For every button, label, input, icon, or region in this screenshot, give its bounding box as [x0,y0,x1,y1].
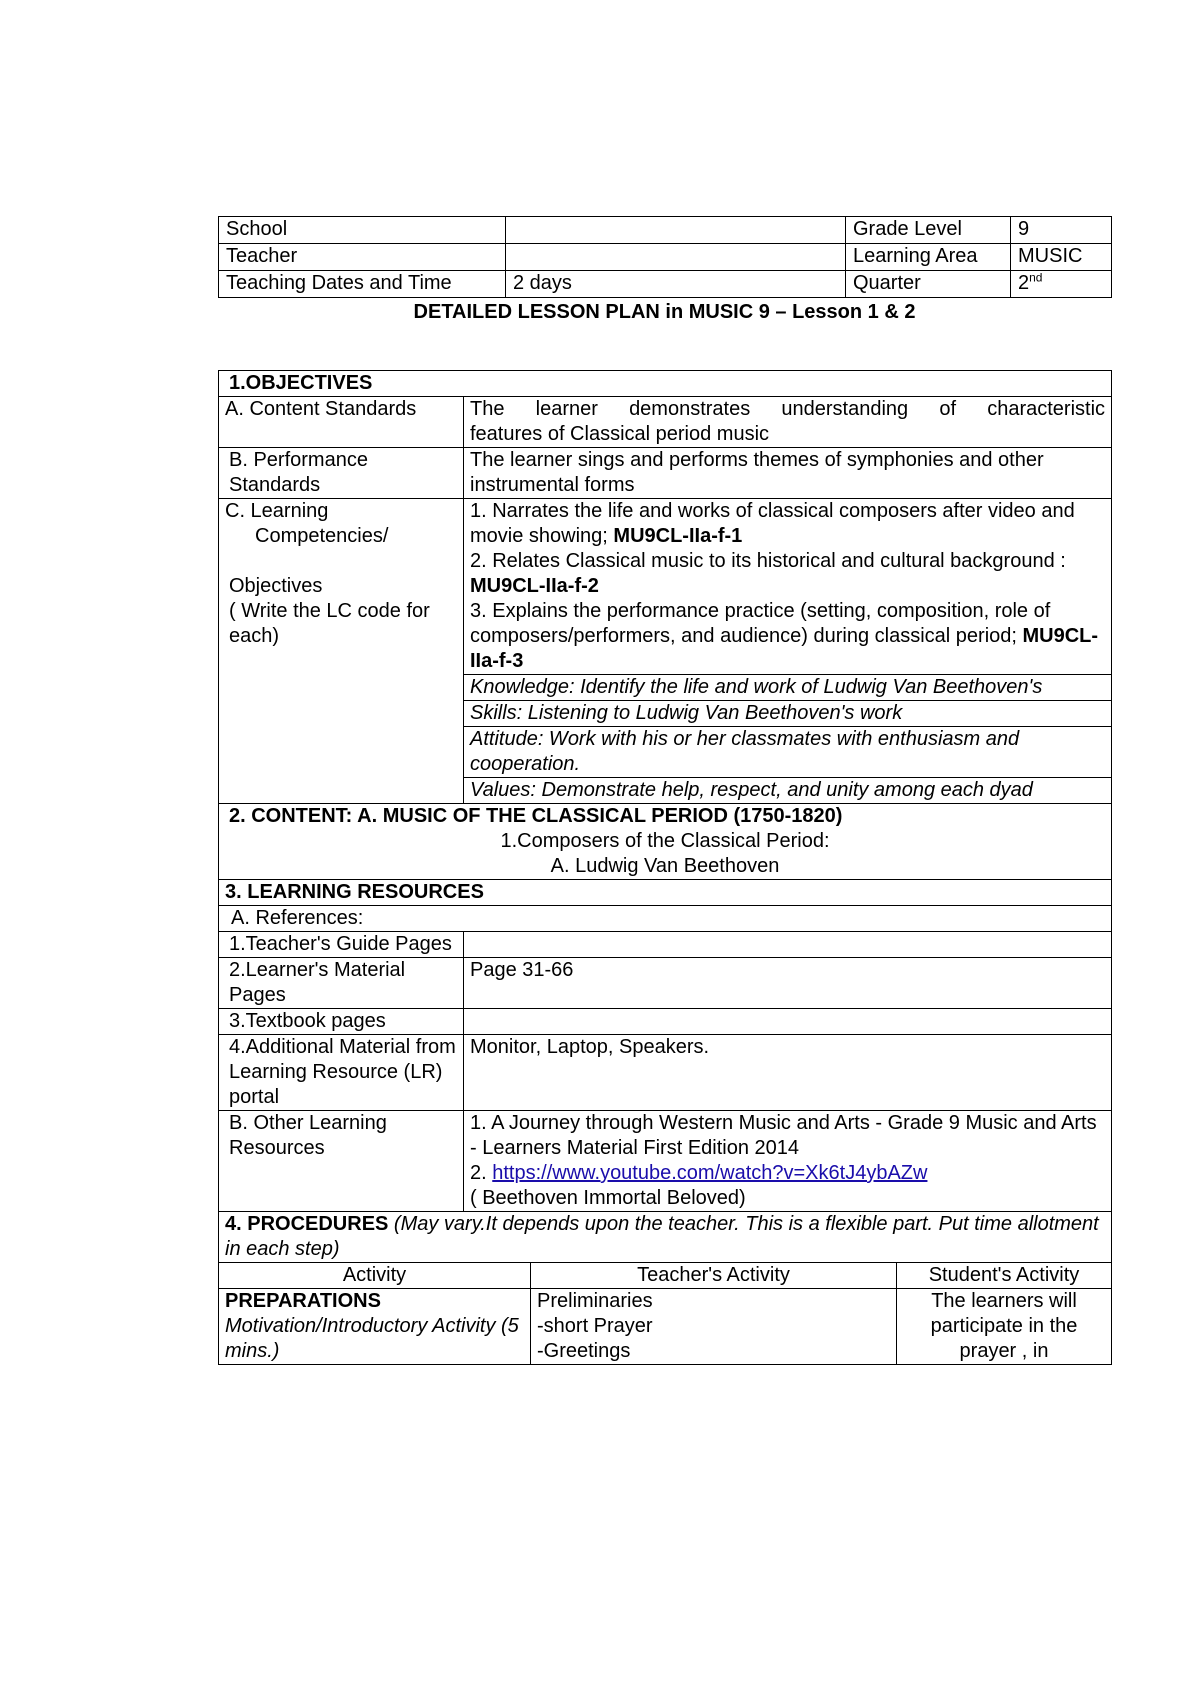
school-value [506,217,846,244]
quarter-suffix: nd [1029,270,1043,285]
other-resource-2 [470,1161,1105,1186]
other-resources-row [219,1111,1112,1212]
additional-material-value: Monitor, Laptop, Speakers. [464,1035,1112,1111]
procedures-heading-row [219,1212,1112,1263]
other-resources-value [464,1111,1112,1212]
additional-material-label: 4.Additional Material from Learning Resource (LR) portal [219,1035,464,1111]
competency-3-text: 3. Explains the performance practice (setting, composition, role of composers/performers, and audience) during classical period; [470,600,1051,647]
resources-heading-row [219,880,1112,906]
competencies-label-line-1: C. Learning [225,500,329,522]
objectives-heading: 1.OBJECTIVES [219,371,1112,397]
procedures-note: (May vary.It depends upon the teacher. This is a flexible part. Put time allotment in each step) [225,1213,1099,1260]
competencies-list [464,499,1112,675]
procedures-column-headers [219,1263,1112,1289]
document-title: DETAILED LESSON PLAN in MUSIC 9 – Lesson 1 & 2 [413,301,916,323]
content-standards-label: A. Content Standards [219,397,464,448]
grade-level-value: 9 [1011,217,1112,244]
learners-material-label: 2.Learner's Material Pages [219,958,464,1009]
content-standards-line-2: features of Classical period music [470,423,770,445]
school-label: School [219,217,506,244]
teachers-guide-row [219,932,1112,958]
references-label: A. References: [219,906,1112,932]
competencies-label-line-4: ( Write the LC code for each) [229,600,430,647]
col-activity-header: Activity [219,1263,531,1289]
content-section [219,804,1112,880]
competency-2-code: MU9CL-IIa-f-2 [470,575,599,597]
additional-material-row [219,1035,1112,1111]
quarter-number: 2 [1018,272,1030,294]
teacher-value [506,244,846,271]
performance-standards-label: B. Performance Standards [219,448,464,499]
preparations-teacher [531,1289,897,1365]
content-heading: 2. CONTENT: A. MUSIC OF THE CLASSICAL PERIOD (1750-1820) [229,805,843,827]
quarter-value [1011,271,1112,298]
textbook-value [464,1009,1112,1035]
competency-2 [470,549,1105,599]
other-resource-2-prefix: 2. [470,1162,493,1184]
youtube-link[interactable]: https://www.youtube.com/watch?v=Xk6tJ4ybAZw [492,1162,928,1184]
other-resource-1: 1. A Journey through Western Music and Arts - Grade 9 Music and Arts - Learners Material First Edition 2014 [470,1112,1097,1159]
procedures-heading [219,1212,1112,1263]
teachers-guide-label: 1.Teacher's Guide Pages [219,932,464,958]
header-row-dates [219,271,1112,298]
competency-1 [470,499,1105,549]
values-objective: Values: Demonstrate help, respect, and unity among each dyad [464,778,1112,804]
lesson-plan-table [218,370,1112,1365]
teachers-guide-value [464,932,1112,958]
teacher-step-1: Preliminaries [537,1290,653,1312]
content-standards-row [219,397,1112,448]
competency-1-text: 1. Narrates the life and works of classical composers after video and movie showing; [470,500,1075,547]
competency-2-text: 2. Relates Classical music to its historical and cultural background : [470,550,1066,572]
competencies-label-line-3: Objectives [229,575,323,597]
grade-level-label: Grade Level [846,217,1011,244]
dates-value: 2 days [506,271,846,298]
content-standards-value [464,397,1112,448]
textbook-label: 3.Textbook pages [219,1009,464,1035]
preparations-subtitle: Motivation/Introductory Activity (5 mins.) [225,1315,519,1362]
learning-area-value: MUSIC [1011,244,1112,271]
performance-standards-value: The learner sings and performs themes of symphonies and other instrumental forms [464,448,1112,499]
col-teacher-header: Teacher's Activity [531,1263,897,1289]
teacher-step-3: -Greetings [537,1340,631,1362]
competency-3-code: MU9CL-IIa-f-3 [470,625,1099,672]
procedures-title: 4. PROCEDURES [225,1213,389,1235]
content-row [219,804,1112,880]
learners-material-value: Page 31-66 [464,958,1112,1009]
learners-material-row [219,958,1112,1009]
preparations-title: PREPARATIONS [225,1290,381,1312]
preparations-student: The learners will participate in the prayer , in [897,1289,1112,1365]
attitude-objective: Attitude: Work with his or her classmates with enthusiasm and cooperation. [464,727,1112,778]
other-resource-3: ( Beethoven Immortal Beloved) [470,1187,746,1209]
content-standards-line-1: The learner demonstrates understanding of characteristic [470,398,1106,420]
other-resources-label: B. Other Learning Resources [219,1111,464,1212]
learning-area-label: Learning Area [846,244,1011,271]
header-row-teacher [219,244,1112,271]
competencies-row [219,499,1112,675]
procedures-row-preparations [219,1289,1112,1365]
resources-heading: 3. LEARNING RESOURCES [219,880,1112,906]
teacher-step-2: -short Prayer [537,1315,653,1337]
quarter-label: Quarter [846,271,1011,298]
content-line-2: A. Ludwig Van Beethoven [550,855,780,877]
col-student-header: Student's Activity [897,1263,1112,1289]
header-row-school [219,217,1112,244]
teacher-label: Teacher [219,244,506,271]
dates-label: Teaching Dates and Time [219,271,506,298]
competencies-label [219,499,464,804]
competencies-label-line-2: Competencies/ [255,525,389,547]
competency-1-code: MU9CL-IIa-f-1 [613,525,743,547]
references-row [219,906,1112,932]
performance-standards-row [219,448,1112,499]
objectives-heading-row [219,371,1112,397]
knowledge-objective: Knowledge: Identify the life and work of Ludwig Van Beethoven's [464,675,1112,701]
skills-objective: Skills: Listening to Ludwig Van Beethoven's work [464,701,1112,727]
competency-3 [470,599,1105,674]
content-line-1: 1.Composers of the Classical Period: [500,830,830,852]
textbook-row [219,1009,1112,1035]
header-info-table [218,216,1112,298]
preparations-activity [219,1289,531,1365]
